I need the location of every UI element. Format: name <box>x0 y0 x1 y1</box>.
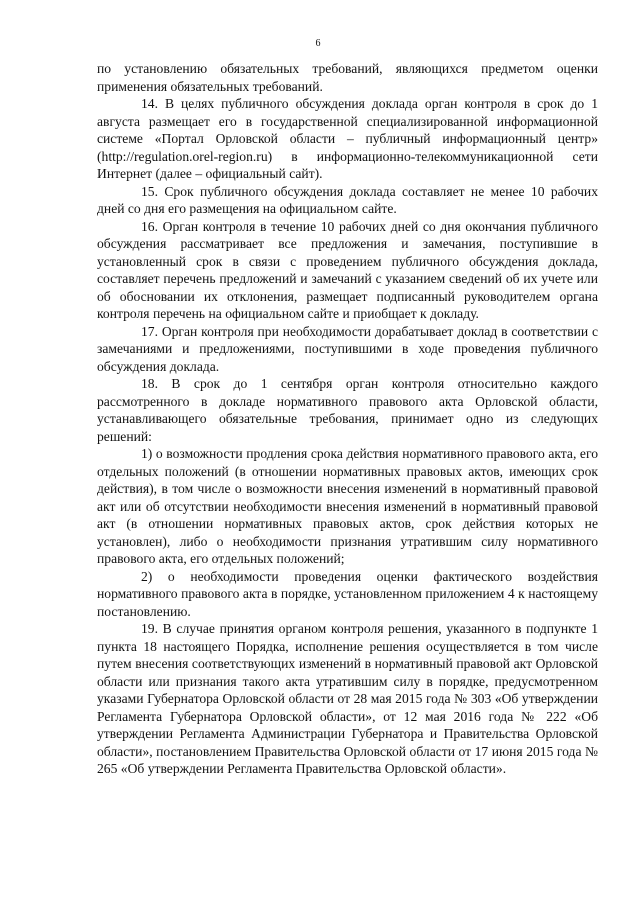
paragraph-15: 15. Срок публичного обсуждения доклада составляет не менее 10 рабочих дней со дня его размещения на официальном сайте. <box>97 183 598 216</box>
paragraph-16: 16. Орган контроля в течение 10 рабочих дней со дня окончания публичного обсуждения рассматривает все предложения и замечания, поступившие в установленный срок в связи с проведением публичного обсуждения доклада, составляет перечень предложений и замечаний с указанием сведений об их учете или об обосновании их отклонения, размещает подписанный руководителем органа контроля перечень на официальном сайте и приобщает к докладу. <box>97 218 598 321</box>
paragraph-14: 14. В целях публичного обсуждения доклада орган контроля в срок до 1 августа размещает его в государственной специализированной информационной системе «Портал Орловской области – публичный информационный центр» (http://regulation.orel-region.ru) в информационно-телекоммуникационной сети Интернет (далее – официальный сайт). <box>97 96 598 181</box>
paragraph-18: 18. В срок до 1 сентября орган контроля относительно каждого рассмотренного в докладе нормативного правового акта Орловской области, устанавливающего обязательные требования, принимает одно из следующих решений: <box>97 376 598 444</box>
paragraph-17: 17. Орган контроля при необходимости дорабатывает доклад в соответствии с замечаниями и предложениями, поступившими в ходе проведения публичного обсуждения доклада. <box>97 323 598 374</box>
paragraph-18-subitem-2: 2) о необходимости проведения оценки фактического воздействия нормативного правового акта в порядке, установленном приложением 4 к настоящему постановлению. <box>97 568 598 619</box>
paragraph-18-subitem-1: 1) о возможности продления срока действия нормативного правового акта, его отдельных положений (в отношении нормативных правовых актов, имеющих срок действия), в том числе о возможности внесения изменений в нормативный правовой акт или об отсутствии необходимости внесения изменений в нормативный правовой акт (в отношении нормативных правовых актов, срок действия которых не установлен), либо о необходимости признания утратившим силу нормативного правового акта, его отдельных положений; <box>97 446 598 566</box>
paragraph-continuation: по установлению обязательных требований, являющихся предметом оценки применения обязательных требований. <box>97 61 598 94</box>
document-body <box>97 60 598 778</box>
paragraph-19: 19. В случае принятия органом контроля решения, указанного в подпункте 1 пункта 18 настоящего Порядка, исполнение решения осуществляется в том числе путем внесения соответствующих изменений в нормативный правовой акт Орловской области или признания такого акта утратившим силу в порядке, предусмотренном указами Губернатора Орловской области от 28 мая 2015 года № 303 «Об утверждении Регламента Губернатора Орловской области», от 12 мая 2016 года № 222 «Об утверждении Регламента Администрации Губернатора и Правительства Орловской области», постановлением Правительства Орловской области от 17 июня 2015 года № 265 «Об утверждении Регламента Правительства Орловской области». <box>97 621 598 776</box>
page-number: 6 <box>315 38 321 49</box>
